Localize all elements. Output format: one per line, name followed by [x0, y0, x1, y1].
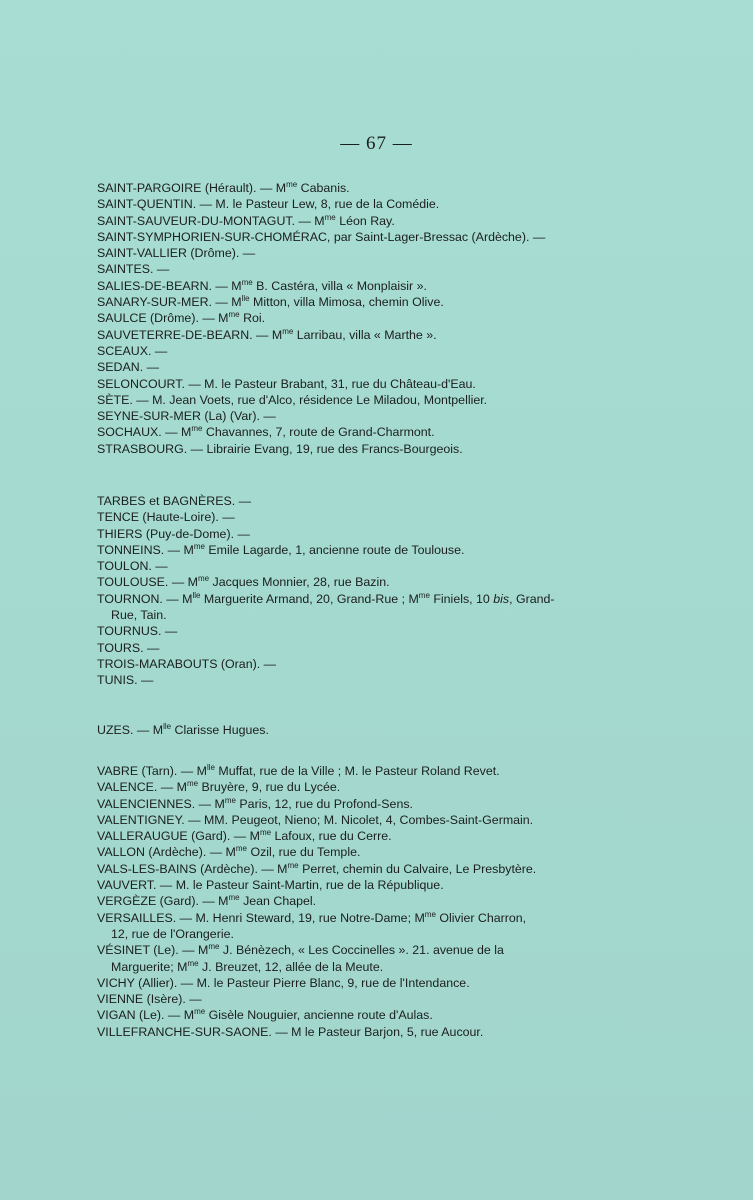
- list-item: TOURNUS. —: [97, 624, 178, 639]
- list-item: TOURS. —: [97, 640, 160, 655]
- list-item: SÈTE. — M. Jean Voets, rue d'Alco, résidence Le Miladou, Montpellier.: [97, 392, 488, 407]
- list-item: VERSAILLES. — M. Henri Steward, 19, rue Notre-Dame; $M^{me}$ Olivier Charron,: [97, 909, 527, 925]
- list-item: VALS-LES-BAINS (Ardèche). — $M^{me}$ Perret, chemin du Calvaire, Le Presbytère.: [97, 860, 537, 876]
- list-item: VERGÈZE (Gard). — $M^{me}$ Jean Chapel.: [97, 893, 317, 909]
- list-item: SAINT-PARGOIRE (Hérault). — $M^{me}$ Cabanis.: [97, 179, 350, 195]
- list-item: SEYNE-SUR-MER (La) (Var). —: [97, 409, 276, 424]
- list-item: TOULON. —: [97, 559, 168, 574]
- list-item: VALLON (Ardèche). — $M^{me}$ Ozil, rue du Temple.: [97, 844, 361, 860]
- list-item: TARBES et BAGNÈRES. —: [97, 494, 252, 508]
- list-item: TENCE (Haute-Loire). —: [97, 510, 235, 525]
- list-item: SAULCE (Drôme). — $M^{me}$ Roi.: [97, 310, 266, 326]
- list-item: SOCHAUX. — $M^{me}$ Chavannes, 7, route de Grand-Charmont.: [97, 424, 435, 440]
- list-item: VALENCE. — $M^{me}$ Bruyère, 9, rue du Lycée.: [97, 779, 341, 795]
- list-item: SAINT-QUENTIN. — M. le Pasteur Lew, 8, rue de la Comédie.: [97, 197, 440, 212]
- list-item: SEDAN. —: [97, 360, 159, 375]
- entries-t: [97, 493, 627, 689]
- list-item: VILLEFRANCHE-SUR-SAONE. — M le Pasteur Barjon, 5, rue Aucour.: [97, 1024, 484, 1039]
- list-item: VALENCIENNES. — $M^{me}$ Paris, 12, rue du Profond-Sens.: [97, 795, 413, 811]
- list-item: VIENNE (Isère). —: [97, 992, 202, 1007]
- list-item: VIGAN (Le). — $M^{me}$ Gisèle Nouguier, ancienne route d'Aulas.: [97, 1007, 433, 1023]
- list-item: SAINTES. —: [97, 262, 170, 277]
- list-item: THIERS (Puy-de-Dome). —: [97, 526, 250, 541]
- list-item: TOURNON. — $M^{lle}$ Marguerite Armand, 20, Grand-Rue ; $M^{me}$ Finiels, 10 bis, Grand-: [97, 590, 555, 606]
- list-item: UZES. — $M^{lle}$ Clarisse Hugues.: [97, 721, 269, 737]
- list-item-continuation: Rue, Tain.: [111, 608, 167, 623]
- list-item: SALIES-DE-BEARN. — $M^{me}$ B. Castéra, villa « Monplaisir ».: [97, 277, 427, 293]
- list-item: VICHY (Allier). — M. le Pasteur Pierre Blanc, 9, rue de l'Intendance.: [97, 975, 470, 990]
- list-item: VALENTIGNEY. — MM. Peugeot, Nieno; M. Nicolet, 4, Combes-Saint-Germain.: [97, 812, 534, 827]
- list-item: SAINT-SYMPHORIEN-SUR-CHOMÉRAC, par Saint-Lager-Bressac (Ardèche). —: [97, 229, 546, 244]
- list-item: VAUVERT. — M. le Pasteur Saint-Martin, rue de la République.: [97, 878, 444, 893]
- list-item: VÉSINET (Le). — $M^{me}$ J. Bénèzech, « Les Coccinelles ». 21. avenue de la: [97, 942, 504, 958]
- list-item: TOULOUSE. — $M^{me}$ Jacques Monnier, 28, rue Bazin.: [97, 574, 390, 590]
- list-item: TROIS-MARABOUTS (Oran). —: [97, 656, 276, 671]
- list-item: SAUVETERRE-DE-BEARN. — $M^{me}$ Larribau, villa « Marthe ».: [97, 326, 437, 342]
- list-item: VALLERAUGUE (Gard). — $M^{me}$ Lafoux, rue du Cerre.: [97, 828, 392, 844]
- list-item: TONNEINS. — $M^{me}$ Emile Lagarde, 1, ancienne route de Toulouse.: [97, 541, 465, 557]
- list-item: SAINT-SAUVEUR-DU-MONTAGUT. — $M^{me}$ Léon Ray.: [97, 212, 395, 228]
- list-item: SANARY-SUR-MER. — $M^{lle}$ Mitton, villa Mimosa, chemin Olive.: [97, 293, 444, 310]
- list-item: SCEAUX. —: [97, 343, 168, 358]
- list-item: SAINT-VALLIER (Drôme). —: [97, 246, 256, 261]
- list-item: STRASBOURG. — Librairie Evang, 19, rue des Francs-Bourgeois.: [97, 441, 463, 456]
- list-item: VABRE (Tarn). — $M^{lle}$ Muffat, rue de la Ville ; M. le Pasteur Roland Revet.: [97, 762, 500, 778]
- entries-u: [97, 722, 627, 738]
- entries-v: [97, 763, 627, 1040]
- list-item-continuation: Marguerite; $M^{me}$ J. Breuzet, 12, allée de la Meute.: [111, 958, 384, 974]
- list-item: SELONCOURT. — M. le Pasteur Brabant, 31, rue du Château-d'Eau.: [97, 376, 476, 391]
- list-item: TUNIS. —: [97, 673, 154, 688]
- entries-s: [97, 180, 627, 457]
- page-number: — 67 —: [340, 133, 413, 154]
- list-item-continuation: 12, rue de l'Orangerie.: [111, 926, 234, 941]
